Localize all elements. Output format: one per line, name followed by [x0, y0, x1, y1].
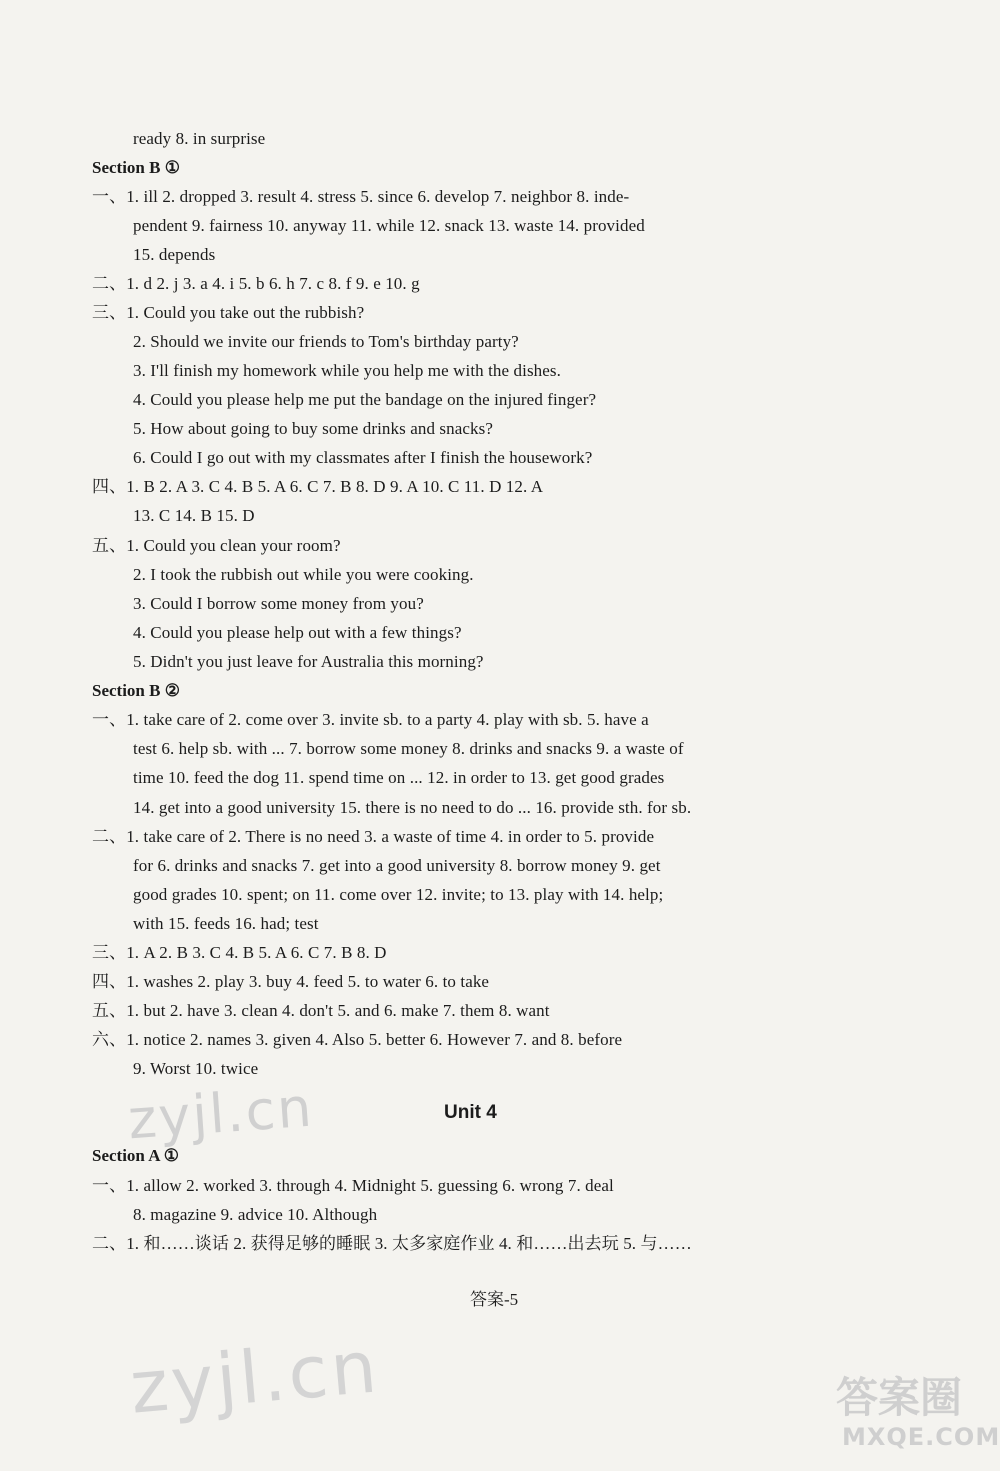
text-line: 13. C 14. B 15. D [133, 506, 255, 525]
text-line: 四、1. washes 2. play 3. buy 4. feed 5. to water 6. to take [92, 972, 490, 991]
text-line: 一、1. ill 2. dropped 3. result 4. stress 5. since 6. develop 7. neighbor 8. inde- [92, 187, 630, 206]
text-line: ready 8. in surprise [133, 129, 266, 148]
section-heading: Section B ② [92, 681, 180, 700]
text-line: 4. Could you please help out with a few things? [133, 623, 462, 642]
text-line: 9. Worst 10. twice [133, 1059, 259, 1078]
text-line: 一、1. allow 2. worked 3. through 4. Midnight 5. guessing 6. wrong 7. deal [92, 1176, 614, 1195]
text-line: 二、1. 和……谈话 2. 获得足够的睡眠 3. 太多家庭作业 4. 和……出去玩 5. 与…… [92, 1234, 692, 1253]
text-line: 五、1. but 2. have 3. clean 4. don't 5. and 6. make 7. them 8. want [92, 1001, 550, 1020]
text-line: 14. get into a good university 15. there is no need to do ... 16. provide sth. for sb. [133, 798, 692, 817]
text-line: with 15. feeds 16. had; test [133, 914, 319, 933]
text-line: 3. Could I borrow some money from you? [133, 594, 424, 613]
watermark-mid: zyjl.cn [126, 1075, 316, 1152]
watermark-logo-text: 答案圈 [836, 1373, 963, 1422]
text-line: 5. Didn't you just leave for Australia this morning? [133, 652, 484, 671]
watermark-bottom: zyjl.cn [126, 1324, 383, 1430]
text-line: 2. I took the rubbish out while you were cooking. [133, 565, 474, 584]
text-line: 8. magazine 9. advice 10. Although [133, 1205, 378, 1224]
text-line: 5. How about going to buy some drinks and snacks? [133, 419, 493, 438]
text-line: 2. Should we invite our friends to Tom's birthday party? [133, 332, 519, 351]
text-line: 二、1. d 2. j 3. a 4. i 5. b 6. h 7. c 8. f 9. e 10. g [92, 274, 420, 293]
watermark-logo-url: MXQE.COM [842, 1423, 1000, 1451]
unit-title: Unit 4 [444, 1102, 497, 1123]
text-line: test 6. help sb. with ... 7. borrow some money 8. drinks and snacks 9. a waste of [133, 739, 684, 758]
text-line: 六、1. notice 2. names 3. given 4. Also 5. better 6. However 7. and 8. before [92, 1030, 623, 1049]
text-line: 15. depends [133, 245, 216, 264]
watermark-logo [832, 1357, 1000, 1467]
text-line: 三、1. Could you take out the rubbish? [92, 303, 365, 322]
text-line: 4. Could you please help me put the bandage on the injured finger? [133, 390, 597, 409]
page-number: 答案-5 [470, 1290, 519, 1309]
text-line: 五、1. Could you clean your room? [92, 536, 341, 555]
text-line: pendent 9. fairness 10. anyway 11. while 12. snack 13. waste 14. provided [133, 216, 645, 235]
text-line: for 6. drinks and snacks 7. get into a good university 8. borrow money 9. get [133, 856, 661, 875]
text-line: 3. I'll finish my homework while you help me with the dishes. [133, 361, 561, 380]
text-line: 二、1. take care of 2. There is no need 3. a waste of time 4. in order to 5. provide [92, 827, 655, 846]
text-line: time 10. feed the dog 11. spend time on ... 12. in order to 13. get good grades [133, 768, 665, 787]
section-heading: Section B ① [92, 158, 180, 177]
text-line: 6. Could I go out with my classmates after I finish the housework? [133, 448, 593, 467]
text-line: good grades 10. spent; on 11. come over 12. invite; to 13. play with 14. help; [133, 885, 664, 904]
text-line: 四、1. B 2. A 3. C 4. B 5. A 6. C 7. B 8. D 9. A 10. C 11. D 12. A [92, 477, 544, 496]
text-line: 一、1. take care of 2. come over 3. invite sb. to a party 4. play with sb. 5. have a [92, 710, 649, 729]
text-line: 三、1. A 2. B 3. C 4. B 5. A 6. C 7. B 8. D [92, 943, 387, 962]
section-heading: Section A ① [92, 1146, 180, 1165]
